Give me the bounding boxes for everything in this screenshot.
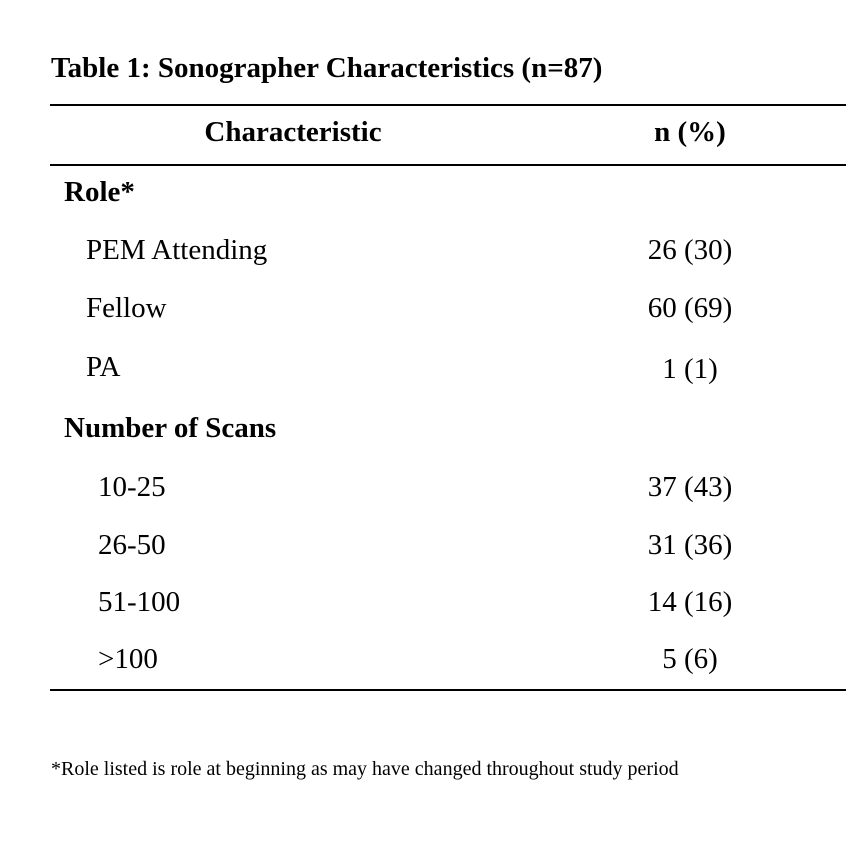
bottom-rule <box>50 689 846 691</box>
row-value: 60 (69) <box>647 292 733 324</box>
row-value: 37 (43) <box>647 471 733 503</box>
row-label: 51-100 <box>98 586 181 618</box>
row-value: 5 (6) <box>662 643 718 675</box>
section-number-of-scans: Number of Scans <box>64 412 277 444</box>
section-role: Role* <box>64 176 135 208</box>
row-value: 1 (1) <box>662 353 718 385</box>
header-n-percent: n (%) <box>654 116 726 148</box>
top-rule <box>50 104 846 106</box>
row-value: 26 (30) <box>647 234 733 266</box>
row-label: 26-50 <box>98 529 166 561</box>
footnote: *Role listed is role at beginning as may have changed throughout study period <box>51 758 679 780</box>
table-title: Table 1: Sonographer Characteristics (n=87) <box>51 52 603 84</box>
row-value: 31 (36) <box>647 529 733 561</box>
row-label: 10-25 <box>98 471 166 503</box>
row-label: PEM Attending <box>86 234 268 266</box>
row-label: Fellow <box>86 292 167 324</box>
row-value: 14 (16) <box>647 586 733 618</box>
row-label: >100 <box>98 643 158 675</box>
header-rule <box>50 164 846 166</box>
row-label: PA <box>86 351 121 383</box>
header-characteristic: Characteristic <box>204 116 382 148</box>
